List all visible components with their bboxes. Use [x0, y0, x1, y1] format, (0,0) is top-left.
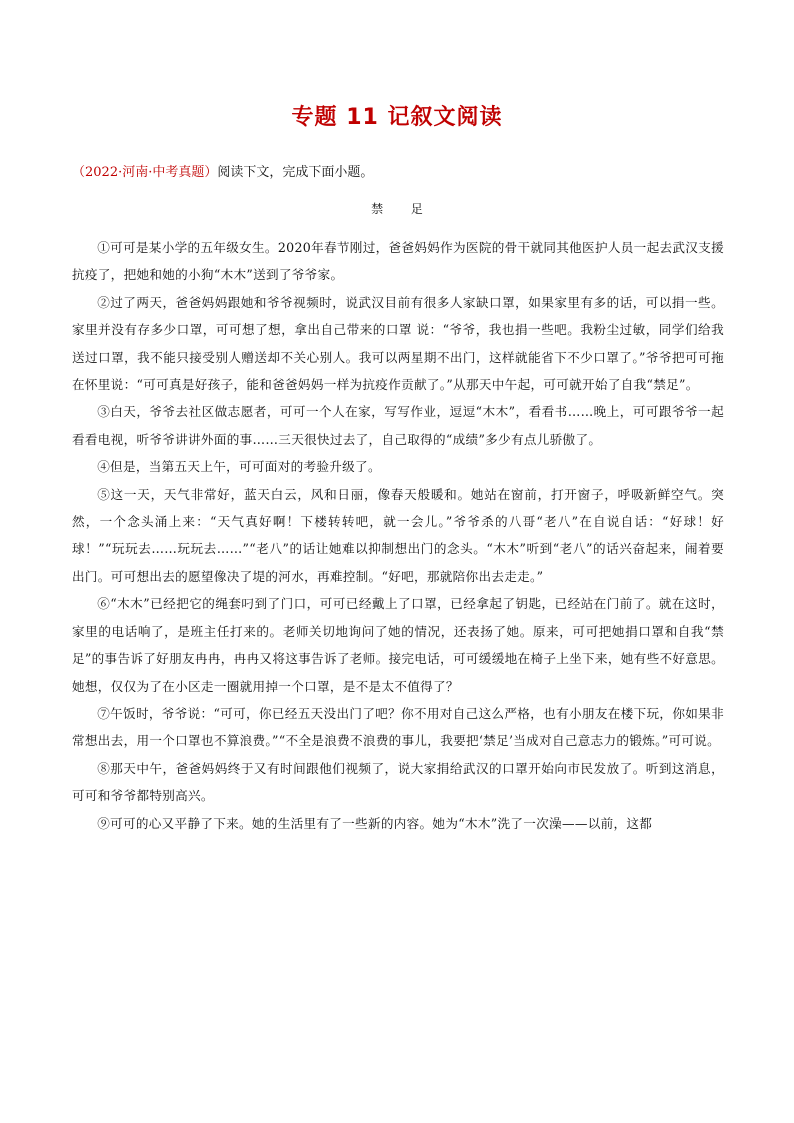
story-body — [72, 234, 724, 837]
story-paragraph-6: ⑥“木木”已经把它的绳套叼到了门口，可可已经戴上了口罩，已经拿起了钥匙，已经站在门前了。就在这时，家里的电话响了，是班主任打来的。老师关切地询问了她的情况，还表扬了她。原来，可可把她捐口罩和自我“禁足”的事告诉了好朋友冉冉，冉冉又将这事告诉了老师。接完电话，可可缓缓地在椅子上坐下来，她有些不好意思。她想，仅仅为了在小区走一圈就用掉一个口罩，是不是太不值得了？ — [72, 596, 724, 694]
story-paragraph-4: ④但是，当第五天上午，可可面对的考验升级了。 — [97, 459, 381, 475]
story-paragraph-5: ⑤这一天，天气非常好，蓝天白云，风和日丽，像春天般暖和。她站在窗前，打开窗子，呼吸新鲜空气。突然，一个念头涌上来：“天气真好啊！下楼转转吧，就一会儿。”爷爷杀的八哥“老八”在自说自话：“好球！好球！”“玩玩去……玩玩去……”“老八”的话让她难以抑制想出门的念头。“木木”听到“老八”的话兴奋起来，闹着要出门。可可想出去的愿望像决了堤的河水，再难控制。“好吧，那就陪你出去走走。” — [72, 486, 724, 584]
story-paragraph-9: ⑨可可的心又平静了下来。她的生活里有了一些新的内容。她为“木木”洗了一次澡——以前，这都 — [97, 815, 653, 831]
exam-source-tag: （2022·河南·中考真题） — [72, 165, 218, 180]
story-paragraph-7: ⑦午饭时，爷爷说：“可可，你已经五天没出门了吧？你不用对自己这么严格，也有小朋友在楼下玩，你如果非常想出去，用一个口罩也不算浪费。”“不全是浪费不浪费的事儿，我要把‘禁足’当成对自己意志力的锻炼。”可可说。 — [72, 705, 724, 749]
story-paragraph-1: ①可可是某小学的五年级女生。2020年春节刚过，爸爸妈妈作为医院的骨干就同其他医护人员一起去武汉支援抗疫了，把她和她的小狗“木木”送到了爷爷家。 — [72, 240, 724, 283]
document-title: 专题 11 记叙文阅读 — [291, 105, 503, 130]
story-paragraph-8: ⑧那天中午，爸爸妈妈终于又有时间跟他们视频了，说大家捐给武汉的口罩开始向市民发放了。听到这消息，可可和爷爷都特别高兴。 — [72, 760, 724, 804]
story-paragraph-3: ③白天，爷爷去社区做志愿者，可可一个人在家，写写作业，逗逗“木木”，看看书……晚上，可可跟爷爷一起看看电视，听爷爷讲讲外面的事……三天很快过去了，自己取得的“成绩”多少有点儿骄傲了。 — [72, 404, 724, 447]
reading-instruction: 阅读下文，完成下面小题。 — [217, 165, 374, 180]
story-paragraph-2: ②过了两天，爸爸妈妈跟她和爷爷视频时，说武汉目前有很多人家缺口罩，如果家里有多的话，可以捐一些。家里并没有存多少口罩，可可想了想，拿出自己带来的口罩 说：“爷爷，我也捐一些吧。我粉尘过敏，同学们给我送过口罩，我不能只接受别人赠送却不关心别人。我可以两星期不出门，这样就能省下不少口罩了。”爷爷把可可拖在怀里说：“可可真是好孩子，能和爸爸妈妈一样为抗疫作贡献了。”从那天中午起，可可就开始了自我“禁足”。 — [72, 294, 724, 393]
story-title: 禁 足 — [371, 202, 435, 216]
question-intro — [72, 163, 722, 183]
